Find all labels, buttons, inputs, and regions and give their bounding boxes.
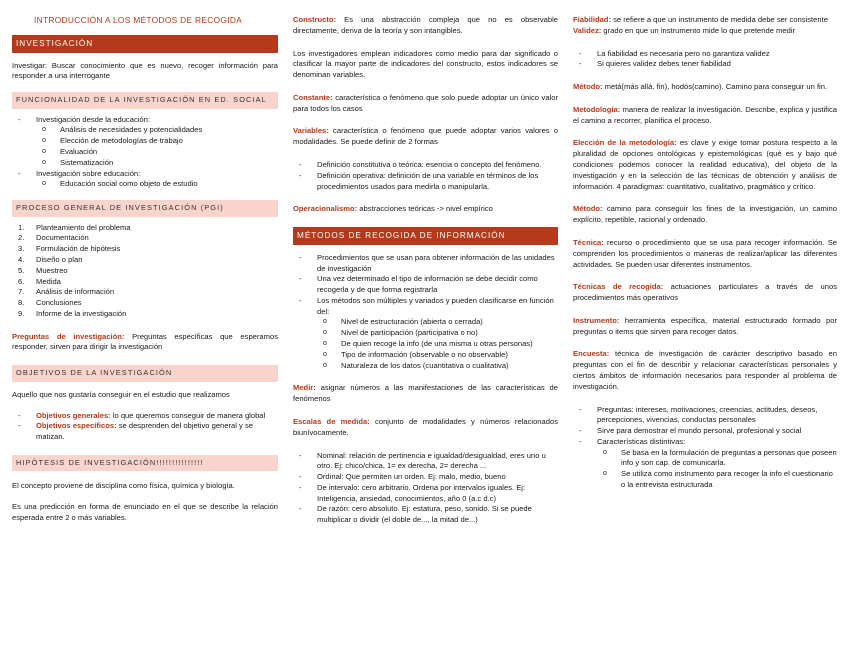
list-item: - Los métodos son múltiples y variados y pueden clasificarse en función del: (293, 296, 558, 318)
validez-definition: Validez: grado en que un instrumento mide lo que pretende medir (573, 25, 796, 35)
list-item: - Objetivos específicos: se desprenden del objetivo general y se matizan. (12, 421, 278, 443)
list-item: 9. Informe de la investigación (18, 308, 127, 318)
list-item: 4. Diseño o plan (18, 254, 83, 264)
page-title: INTRODUCCIÓN A LOS MÉTODOS DE RECOGIDA (34, 15, 243, 25)
list-item: o Elección de metodologías de trabajo (12, 136, 278, 147)
list-item: - Objetivos generales: lo que queremos conseguir de manera global (12, 411, 278, 422)
funcionalidad-sublist-1 (12, 125, 278, 168)
eleccion-metodologia: Elección de la metodología: es clave y exige tomar postura respecto a la pluralidad de opciones ontológicas y epistemológicas (qué es y bajo qué condiciones podemos conocer la realidad educativa), del objeto de la investigación y en la selección de las técnicas de obtención y análisis de información. 4 paradigmas: cuantitativo, cualitativo, pragmático y crítico. (573, 138, 837, 191)
list-item: 5. Muestreo (18, 265, 68, 275)
encuesta-definition: Encuesta: técnica de investigación de carácter descriptivo basado en preguntas con el fin de describir y relacionar características personales y ciertos ámbitos de información necesarios para responder al problema de investigación. (573, 349, 837, 391)
list-item: - Preguntas: intereses, motivaciones, creencias, actitudes, deseos, percepciones, vivencias, conductas personales (573, 405, 837, 427)
list-item: - Una vez determinado el tipo de información se debe decidir como recogerla y de que forma registrarla (293, 274, 558, 296)
list-item: 2. Documentación (18, 233, 89, 243)
list-item: 6. Medida (18, 276, 61, 286)
preguntas-investigacion: Preguntas de investigación: Preguntas específicas que esperamos responder, sirven para dirigir la investigación (12, 331, 278, 352)
constante-definition: Constante: característica o fenómeno que solo puede adoptar un único valor para todos los casos (293, 92, 558, 113)
list-item: - De intervalo: cero arbitrario. Ordena por intervalos iguales. Ej: Inteligencia, ansiedad, conocimientos, año 0 (a.c d.c) (293, 483, 558, 505)
list-item: o Evaluación (12, 147, 278, 158)
hipotesis-p1: El concepto proviene de disciplina como física, química y biología. (12, 481, 235, 491)
list-item: - Si quieres validez debes tener fiabilidad (573, 59, 837, 70)
section-header-hipotesis: HIPÓTESIS DE INVESTIGACIÓN!!!!!!!!!!!!!!! (12, 455, 278, 472)
list-item: 3. Formulación de hipótesis (18, 244, 121, 254)
list-item: - Definición operativa: definición de una variable en términos de los procedimientos usados para medirla o manipularla. (293, 171, 558, 193)
metodologia-definition: Metodología: manera de realizar la investigación. Describe, explica y justifica el camino a recorrer, planifica el proceso. (573, 104, 837, 125)
list-item: o Educación social como objeto de estudio (12, 179, 278, 190)
section-header-funcionalidad: FUNCIONALIDAD DE LA INVESTIGACIÓN EN ED. SOCIAL (12, 92, 278, 109)
list-item: 7. Análisis de información (18, 287, 115, 297)
funcionalidad-sublist-2 (12, 179, 278, 190)
objetivos-intro: Aquello que nos gustaría conseguir en el estudio que realizamos (12, 389, 230, 399)
list-item: o Se utiliza como instrumento para recoger la info el cuestionario o la entrevista estructurada (573, 469, 837, 491)
hipotesis-p2: Es una predicción en forma de enunciado en el que se describe la relación esperada entre 2 o más variables. (12, 502, 278, 522)
column-middle (293, 0, 558, 526)
instrumento-definition: Instrumento: herramienta específica, material estructurado formado por preguntas o items que sirven para recoger datos. (573, 315, 837, 336)
encuesta-sublist (573, 448, 837, 491)
list-item: - Procedimientos que se usan para obtener información de las unidades de investigación (293, 253, 558, 275)
funcionalidad-list-2 (12, 169, 278, 180)
list-item: o Sistematización (12, 158, 278, 169)
list-item: o Se basa en la formulación de preguntas a personas que poseen info y son cap. de comunicarla. (573, 448, 837, 470)
metodos-list (293, 253, 558, 318)
variables-list (293, 160, 558, 192)
column-right (573, 0, 837, 491)
list-item: - Investigación desde la educación: (12, 115, 278, 126)
proceso-list (12, 223, 278, 320)
list-item: - La fiabilidad es necesaria pero no garantiza validez (573, 49, 837, 60)
objetivos-list (12, 411, 278, 443)
medir-definition: Medir: asignar números a las manifestaciones de las características de fenómenos (293, 383, 558, 404)
list-item: o Análisis de necesidades y potencialidades (12, 125, 278, 136)
list-item: - Nominal: relación de pertinencia e igualdad/desigualdad, eres uno u otro. Ej: chico/chica, 1= ex derecha, 2= derecha ... (293, 451, 558, 473)
fiabilidad-definition: Fiabilidad: se refiere a que un instrumento de medida debe ser consistente (573, 15, 828, 24)
escalas-list (293, 451, 558, 526)
constructo-definition: Constructo: Es una abstracción compleja que no es observable directamente, deriva de la teoría y son intangibles. (293, 15, 558, 35)
investigadores-paragraph: Los investigadores emplean indicadores como medio para dar significado o clasificar la mayor parte de indicadores del constructo, estos indicadores se denominan variables. (293, 48, 558, 80)
column-left (12, 0, 278, 524)
fiabilidad-validez-list (573, 49, 837, 71)
list-item: o Nivel de estructuración (abierta o cerrada) (293, 317, 558, 328)
list-item: o Nivel de participación (participativa o no) (293, 328, 558, 339)
investigar-definition: Investigar: Buscar conocimiento que es nuevo, recoger información para responder a una interrogante (12, 60, 278, 81)
funcionalidad-list (12, 115, 278, 126)
section-header-investigacion: INVESTIGACIÓN (12, 35, 278, 53)
list-item: - Características distintivas: (573, 437, 837, 448)
list-item: - De razón: cero absoluto. Ej: estatura, peso, sonido. Si se puede multiplicar o dividir (el doble de..., la mitad de...) (293, 504, 558, 526)
section-header-objetivos: OBJETIVOS DE LA INVESTIGACIÓN (12, 365, 278, 382)
tecnicas-recogida-definition: Técnicas de recogida: actuaciones particulares a través de unos procedimientos más operativos (573, 282, 837, 303)
tecnica-definition: Técnica: recurso o procedimiento que se usa para recoger información. Se comprenden los procedimientos o maneras de realizar/aplicar las diferentes actividades. Se pueden usar diferentes instrumentos. (573, 237, 837, 269)
list-item: - Investigación sobre educación: (12, 169, 278, 180)
list-item: - Ordinal: Que permiten un orden. Ej: malo, medio, bueno (293, 472, 558, 483)
variables-definition: Variables: característica o fenómeno que puede adoptar varios valores o modalidades. Se puede definir de 2 formas (293, 126, 558, 147)
metodo-etimologia: Método: metá(más allá, fin), hodós(camino). Camino para conseguir un fin. (573, 82, 828, 92)
list-item: o De quien recoge la info (de una misma u otras personas) (293, 339, 558, 350)
list-item: o Naturaleza de los datos (cuantitativa o cualitativa) (293, 361, 558, 372)
escalas-definition: Escalas de medida: conjunto de modalidades y números relacionados biunívocamente. (293, 416, 558, 437)
list-item: 8. Conclusiones (18, 298, 82, 308)
section-header-proceso: PROCESO GENERAL DE INVESTIGACIÓN (PGI) (12, 200, 278, 217)
metodo-definition: Método: camino para conseguir los fines de la investigación, un camino explícito, repetible, racional y ordenado. (573, 204, 837, 225)
encuesta-list (573, 405, 837, 448)
list-item: 1. Planteamiento del problema (18, 222, 131, 232)
list-item: - Sirve para demostrar el mundo personal, profesional y social (573, 426, 837, 437)
section-header-metodos: MÉTODOS DE RECOGIDA DE INFORMACIÓN (293, 227, 558, 245)
operacionalismo-definition: Operacionalismo: abstracciones teóricas -> nivel empírico (293, 204, 493, 214)
list-item: - Definición constitutiva o teórica: esencia o concepto del fenómeno. (293, 160, 558, 171)
list-item: o Tipo de información (observable o no observable) (293, 350, 558, 361)
metodos-sublist (293, 317, 558, 371)
